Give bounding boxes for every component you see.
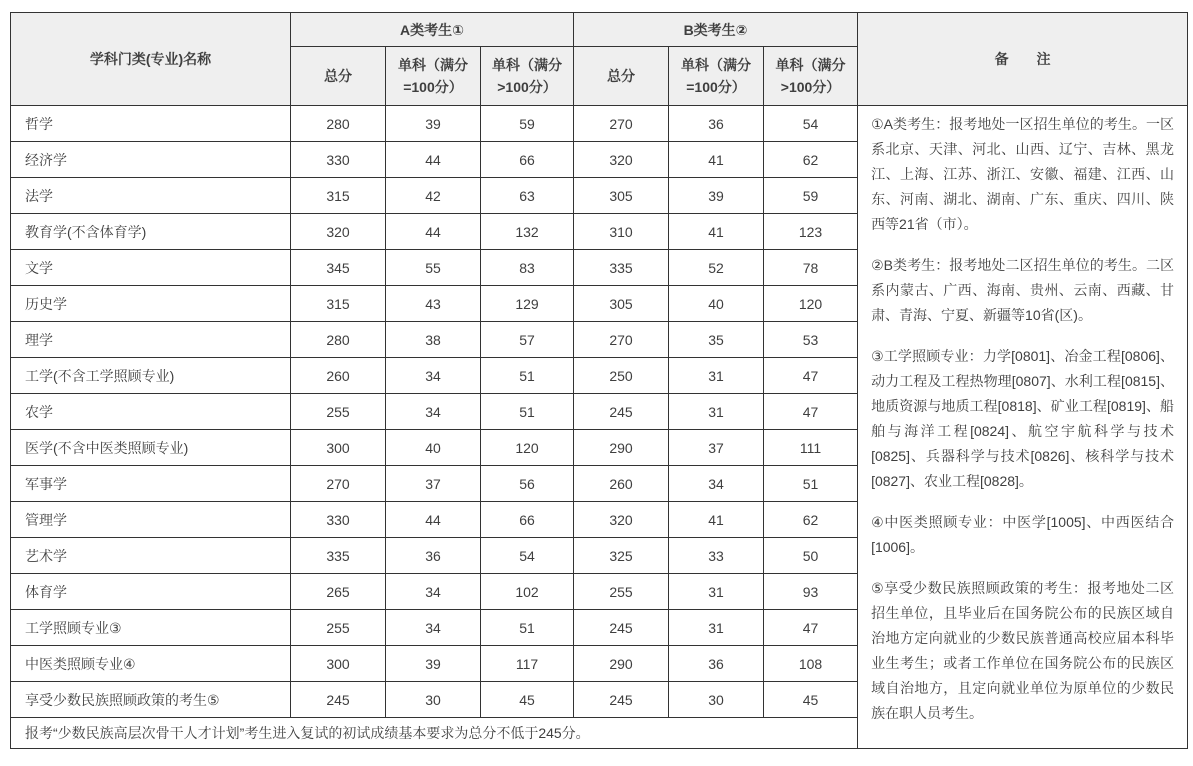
- score-cell: 78: [764, 250, 858, 286]
- score-cell: 36: [669, 106, 764, 142]
- a-single-eq100-header: 单科（满分=100分）: [386, 47, 481, 106]
- score-cell: 250: [574, 358, 669, 394]
- score-cell: 40: [669, 286, 764, 322]
- score-cell: 44: [386, 502, 481, 538]
- subject-cell: 管理学: [11, 502, 291, 538]
- score-cell: 37: [386, 466, 481, 502]
- subject-cell: 中医类照顾专业④: [11, 646, 291, 682]
- score-cell: 34: [386, 394, 481, 430]
- score-cell: 47: [764, 358, 858, 394]
- score-cell: 245: [574, 394, 669, 430]
- subject-cell: 经济学: [11, 142, 291, 178]
- score-cell: 51: [481, 610, 574, 646]
- score-cell: 40: [386, 430, 481, 466]
- score-cell: 34: [386, 574, 481, 610]
- score-cell: 300: [291, 430, 386, 466]
- header-row-groups: [11, 13, 1188, 47]
- remark-paragraph: ④中医类照顾专业：中医学[1005]、中西医结合[1006]。: [871, 514, 1175, 555]
- score-cell: 330: [291, 502, 386, 538]
- subject-cell: 教育学(不含体育学): [11, 214, 291, 250]
- score-cell: 305: [574, 286, 669, 322]
- score-cell: 290: [574, 430, 669, 466]
- b-single-eq100-header: 单科（满分=100分）: [669, 47, 764, 106]
- score-cell: 117: [481, 646, 574, 682]
- score-cell: 310: [574, 214, 669, 250]
- score-cell: 290: [574, 646, 669, 682]
- score-cell: 320: [291, 214, 386, 250]
- subject-cell: 理学: [11, 322, 291, 358]
- score-cell: 129: [481, 286, 574, 322]
- score-cell: 44: [386, 142, 481, 178]
- group-b-header: B类考生②: [574, 13, 858, 47]
- score-cell: 245: [574, 610, 669, 646]
- score-cell: 47: [764, 610, 858, 646]
- score-cell: 51: [481, 394, 574, 430]
- score-cell: 66: [481, 142, 574, 178]
- score-cell: 265: [291, 574, 386, 610]
- score-cell: 245: [574, 682, 669, 718]
- score-cell: 255: [574, 574, 669, 610]
- remark-paragraph: ⑤享受少数民族照顾政策的考生：报考地处二区招生单位，且毕业后在国务院公布的民族区域自治地方定向就业的少数民族普通高校应届本科毕业生考生；或者工作单位在国务院公布的民族区域自治地方，且定向就业单位为原单位的少数民族在职人员考生。: [871, 580, 1175, 721]
- score-cell: 335: [291, 538, 386, 574]
- score-cell: 45: [481, 682, 574, 718]
- score-cell: 54: [481, 538, 574, 574]
- remark-column-header: 备 注: [858, 13, 1188, 106]
- score-cell: 335: [574, 250, 669, 286]
- score-cell: 31: [669, 358, 764, 394]
- footer-note: 报考“少数民族高层次骨干人才计划”考生进入复试的初试成绩基本要求为总分不低于245分。: [11, 718, 858, 749]
- score-cell: 270: [291, 466, 386, 502]
- score-cell: 37: [669, 430, 764, 466]
- score-cell: 132: [481, 214, 574, 250]
- score-cell: 35: [669, 322, 764, 358]
- score-cell: 39: [386, 106, 481, 142]
- score-cell: 120: [764, 286, 858, 322]
- score-cell: 315: [291, 178, 386, 214]
- score-cell: 345: [291, 250, 386, 286]
- score-cell: 83: [481, 250, 574, 286]
- a-total-header: 总分: [291, 47, 386, 106]
- score-cell: 56: [481, 466, 574, 502]
- remarks-cell: [858, 106, 1188, 749]
- score-cell: 59: [481, 106, 574, 142]
- subject-cell: 哲学: [11, 106, 291, 142]
- subject-cell: 艺术学: [11, 538, 291, 574]
- score-cell: 245: [291, 682, 386, 718]
- score-cell: 320: [574, 502, 669, 538]
- score-cell: 50: [764, 538, 858, 574]
- table-header: [11, 13, 1188, 106]
- score-cell: 280: [291, 106, 386, 142]
- score-cell: 43: [386, 286, 481, 322]
- score-cell: 280: [291, 322, 386, 358]
- score-cell: 325: [574, 538, 669, 574]
- score-cell: 255: [291, 610, 386, 646]
- score-cell: 255: [291, 394, 386, 430]
- score-cell: 31: [669, 394, 764, 430]
- score-cell: 39: [669, 178, 764, 214]
- subject-cell: 工学(不含工学照顾专业): [11, 358, 291, 394]
- remark-paragraph: ②B类考生：报考地处二区招生单位的考生。二区系内蒙古、广西、海南、贵州、云南、西藏、甘肃、青海、宁夏、新疆等10省(区)。: [871, 257, 1175, 323]
- score-cell: 30: [669, 682, 764, 718]
- score-cell: 41: [669, 214, 764, 250]
- score-cell: 305: [574, 178, 669, 214]
- score-cell: 34: [386, 610, 481, 646]
- remark-paragraph: ③工学照顾专业：力学[0801]、冶金工程[0806]、动力工程及工程热物理[0807]、水利工程[0815]、地质资源与地质工程[0818]、矿业工程[0819]、船舶与海洋工程[0824]、航空宇航科学与技术[0825]、兵器科学与技术[0826]、核科学与技术[0827]、农业工程[0828]。: [871, 348, 1175, 489]
- score-cell: 315: [291, 286, 386, 322]
- subject-cell: 享受少数民族照顾政策的考生⑤: [11, 682, 291, 718]
- score-cell: 31: [669, 574, 764, 610]
- score-cell: 42: [386, 178, 481, 214]
- subject-cell: 医学(不含中医类照顾专业): [11, 430, 291, 466]
- score-cell: 30: [386, 682, 481, 718]
- score-cell: 39: [386, 646, 481, 682]
- score-cell: 270: [574, 322, 669, 358]
- score-cell: 260: [574, 466, 669, 502]
- subject-cell: 法学: [11, 178, 291, 214]
- score-cell: 57: [481, 322, 574, 358]
- score-cell: 102: [481, 574, 574, 610]
- score-cell: 120: [481, 430, 574, 466]
- score-cell: 260: [291, 358, 386, 394]
- remark-paragraph: ①A类考生：报考地处一区招生单位的考生。一区系北京、天津、河北、山西、辽宁、吉林、黑龙江、上海、江苏、浙江、安徽、福建、江西、山东、河南、湖北、湖南、广东、重庆、四川、陕西等21省（市）。: [871, 116, 1175, 232]
- score-cell: 44: [386, 214, 481, 250]
- subject-cell: 历史学: [11, 286, 291, 322]
- subject-column-header: 学科门类(专业)名称: [11, 13, 291, 106]
- score-cell: 41: [669, 502, 764, 538]
- score-cell: 53: [764, 322, 858, 358]
- score-cell: 51: [481, 358, 574, 394]
- score-cell: 270: [574, 106, 669, 142]
- group-a-header: A类考生①: [291, 13, 574, 47]
- score-cell: 59: [764, 178, 858, 214]
- score-cell: 93: [764, 574, 858, 610]
- score-cell: 36: [669, 646, 764, 682]
- score-cell: 108: [764, 646, 858, 682]
- score-cell: 51: [764, 466, 858, 502]
- score-cell: 63: [481, 178, 574, 214]
- subject-cell: 农学: [11, 394, 291, 430]
- score-cell: 41: [669, 142, 764, 178]
- score-cell: 330: [291, 142, 386, 178]
- score-cell: 33: [669, 538, 764, 574]
- score-cell: 62: [764, 502, 858, 538]
- score-cell: 31: [669, 610, 764, 646]
- table-row: [11, 106, 1188, 142]
- a-single-gt100-header: 单科（满分>100分）: [481, 47, 574, 106]
- score-cell: 52: [669, 250, 764, 286]
- score-table: [10, 12, 1188, 749]
- subject-cell: 军事学: [11, 466, 291, 502]
- table-body: [11, 106, 1188, 749]
- score-cell: 47: [764, 394, 858, 430]
- score-cell: 36: [386, 538, 481, 574]
- score-cell: 54: [764, 106, 858, 142]
- score-cell: 111: [764, 430, 858, 466]
- subject-cell: 工学照顾专业③: [11, 610, 291, 646]
- b-total-header: 总分: [574, 47, 669, 106]
- score-cell: 66: [481, 502, 574, 538]
- subject-cell: 体育学: [11, 574, 291, 610]
- score-cell: 300: [291, 646, 386, 682]
- score-cell: 320: [574, 142, 669, 178]
- score-cell: 123: [764, 214, 858, 250]
- score-cell: 55: [386, 250, 481, 286]
- subject-cell: 文学: [11, 250, 291, 286]
- score-cell: 38: [386, 322, 481, 358]
- score-cell: 62: [764, 142, 858, 178]
- score-cell: 34: [669, 466, 764, 502]
- b-single-gt100-header: 单科（满分>100分）: [764, 47, 858, 106]
- score-cell: 45: [764, 682, 858, 718]
- score-cell: 34: [386, 358, 481, 394]
